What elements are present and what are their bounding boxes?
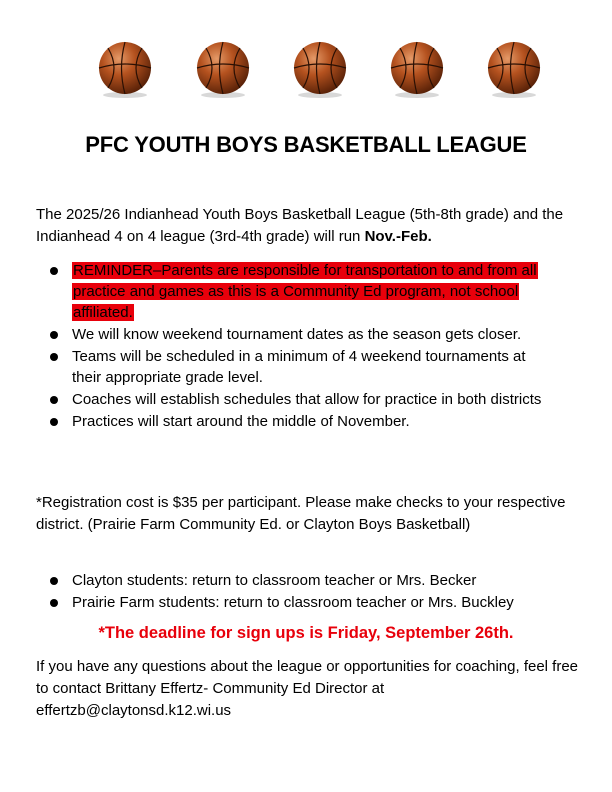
season-dates: Nov.-Feb. xyxy=(364,228,432,245)
list-item xyxy=(38,324,558,345)
info-list xyxy=(38,260,558,433)
registration-paragraph: *Registration cost is $35 per participant. Please make checks to your respective district. (Prairie Farm Community Ed. or Clayton Boys Basketball) xyxy=(36,494,566,533)
list-item-text: Clayton students: return to classroom teacher or Mrs. Becker xyxy=(72,572,477,589)
bullet-icon xyxy=(50,396,58,404)
list-item xyxy=(38,411,558,432)
list-item-text: Teams will be scheduled in a minimum of 4 weekend tournaments at their appropriate grade level. xyxy=(72,348,526,386)
bullet-icon xyxy=(50,418,58,426)
reminder-text: REMINDER–Parents are responsible for transportation to and from all practice and games as this is a Community Ed program, not school affiliated. xyxy=(73,262,537,321)
intro-text: The 2025/26 Indianhead Youth Boys Basketball League (5th-8th grade) and the Indianhead 4 on 4 league (3rd-4th grade) will run xyxy=(36,206,564,245)
bullet-icon xyxy=(50,353,58,361)
list-item xyxy=(38,389,558,410)
basketball-row xyxy=(0,40,612,112)
list-item-text: Prairie Farm students: return to classroom teacher or Mrs. Buckley xyxy=(72,594,514,611)
list-item xyxy=(38,260,558,323)
list-item-text: We will know weekend tournament dates as the season gets closer. xyxy=(72,326,522,343)
list-item xyxy=(38,570,558,591)
list-item-text: Practices will start around the middle of November. xyxy=(72,413,410,430)
list-item xyxy=(38,346,558,388)
bullet-icon xyxy=(50,577,58,585)
intro-paragraph xyxy=(36,204,581,248)
list-item-text: Coaches will establish schedules that allow for practice in both districts xyxy=(72,391,542,408)
bullet-icon xyxy=(50,599,58,607)
return-list xyxy=(38,570,558,614)
bullet-icon xyxy=(50,331,58,339)
basketball-icon xyxy=(194,40,252,98)
basketball-icon xyxy=(388,40,446,98)
basketball-icon xyxy=(485,40,543,98)
page-title: PFC YOUTH BOYS BASKETBALL LEAGUE xyxy=(85,132,527,157)
basketball-icon xyxy=(291,40,349,98)
contact-paragraph: If you have any questions about the league or opportunities for coaching, feel free to contact Brittany Effertz- Community Ed Director at effertzb@claytonsd.k12.wi.us xyxy=(36,658,579,719)
basketball-icon xyxy=(96,40,154,98)
deadline-notice: *The deadline for sign ups is Friday, September 26th. xyxy=(98,624,514,642)
bullet-icon xyxy=(50,267,58,275)
list-item xyxy=(38,592,558,613)
